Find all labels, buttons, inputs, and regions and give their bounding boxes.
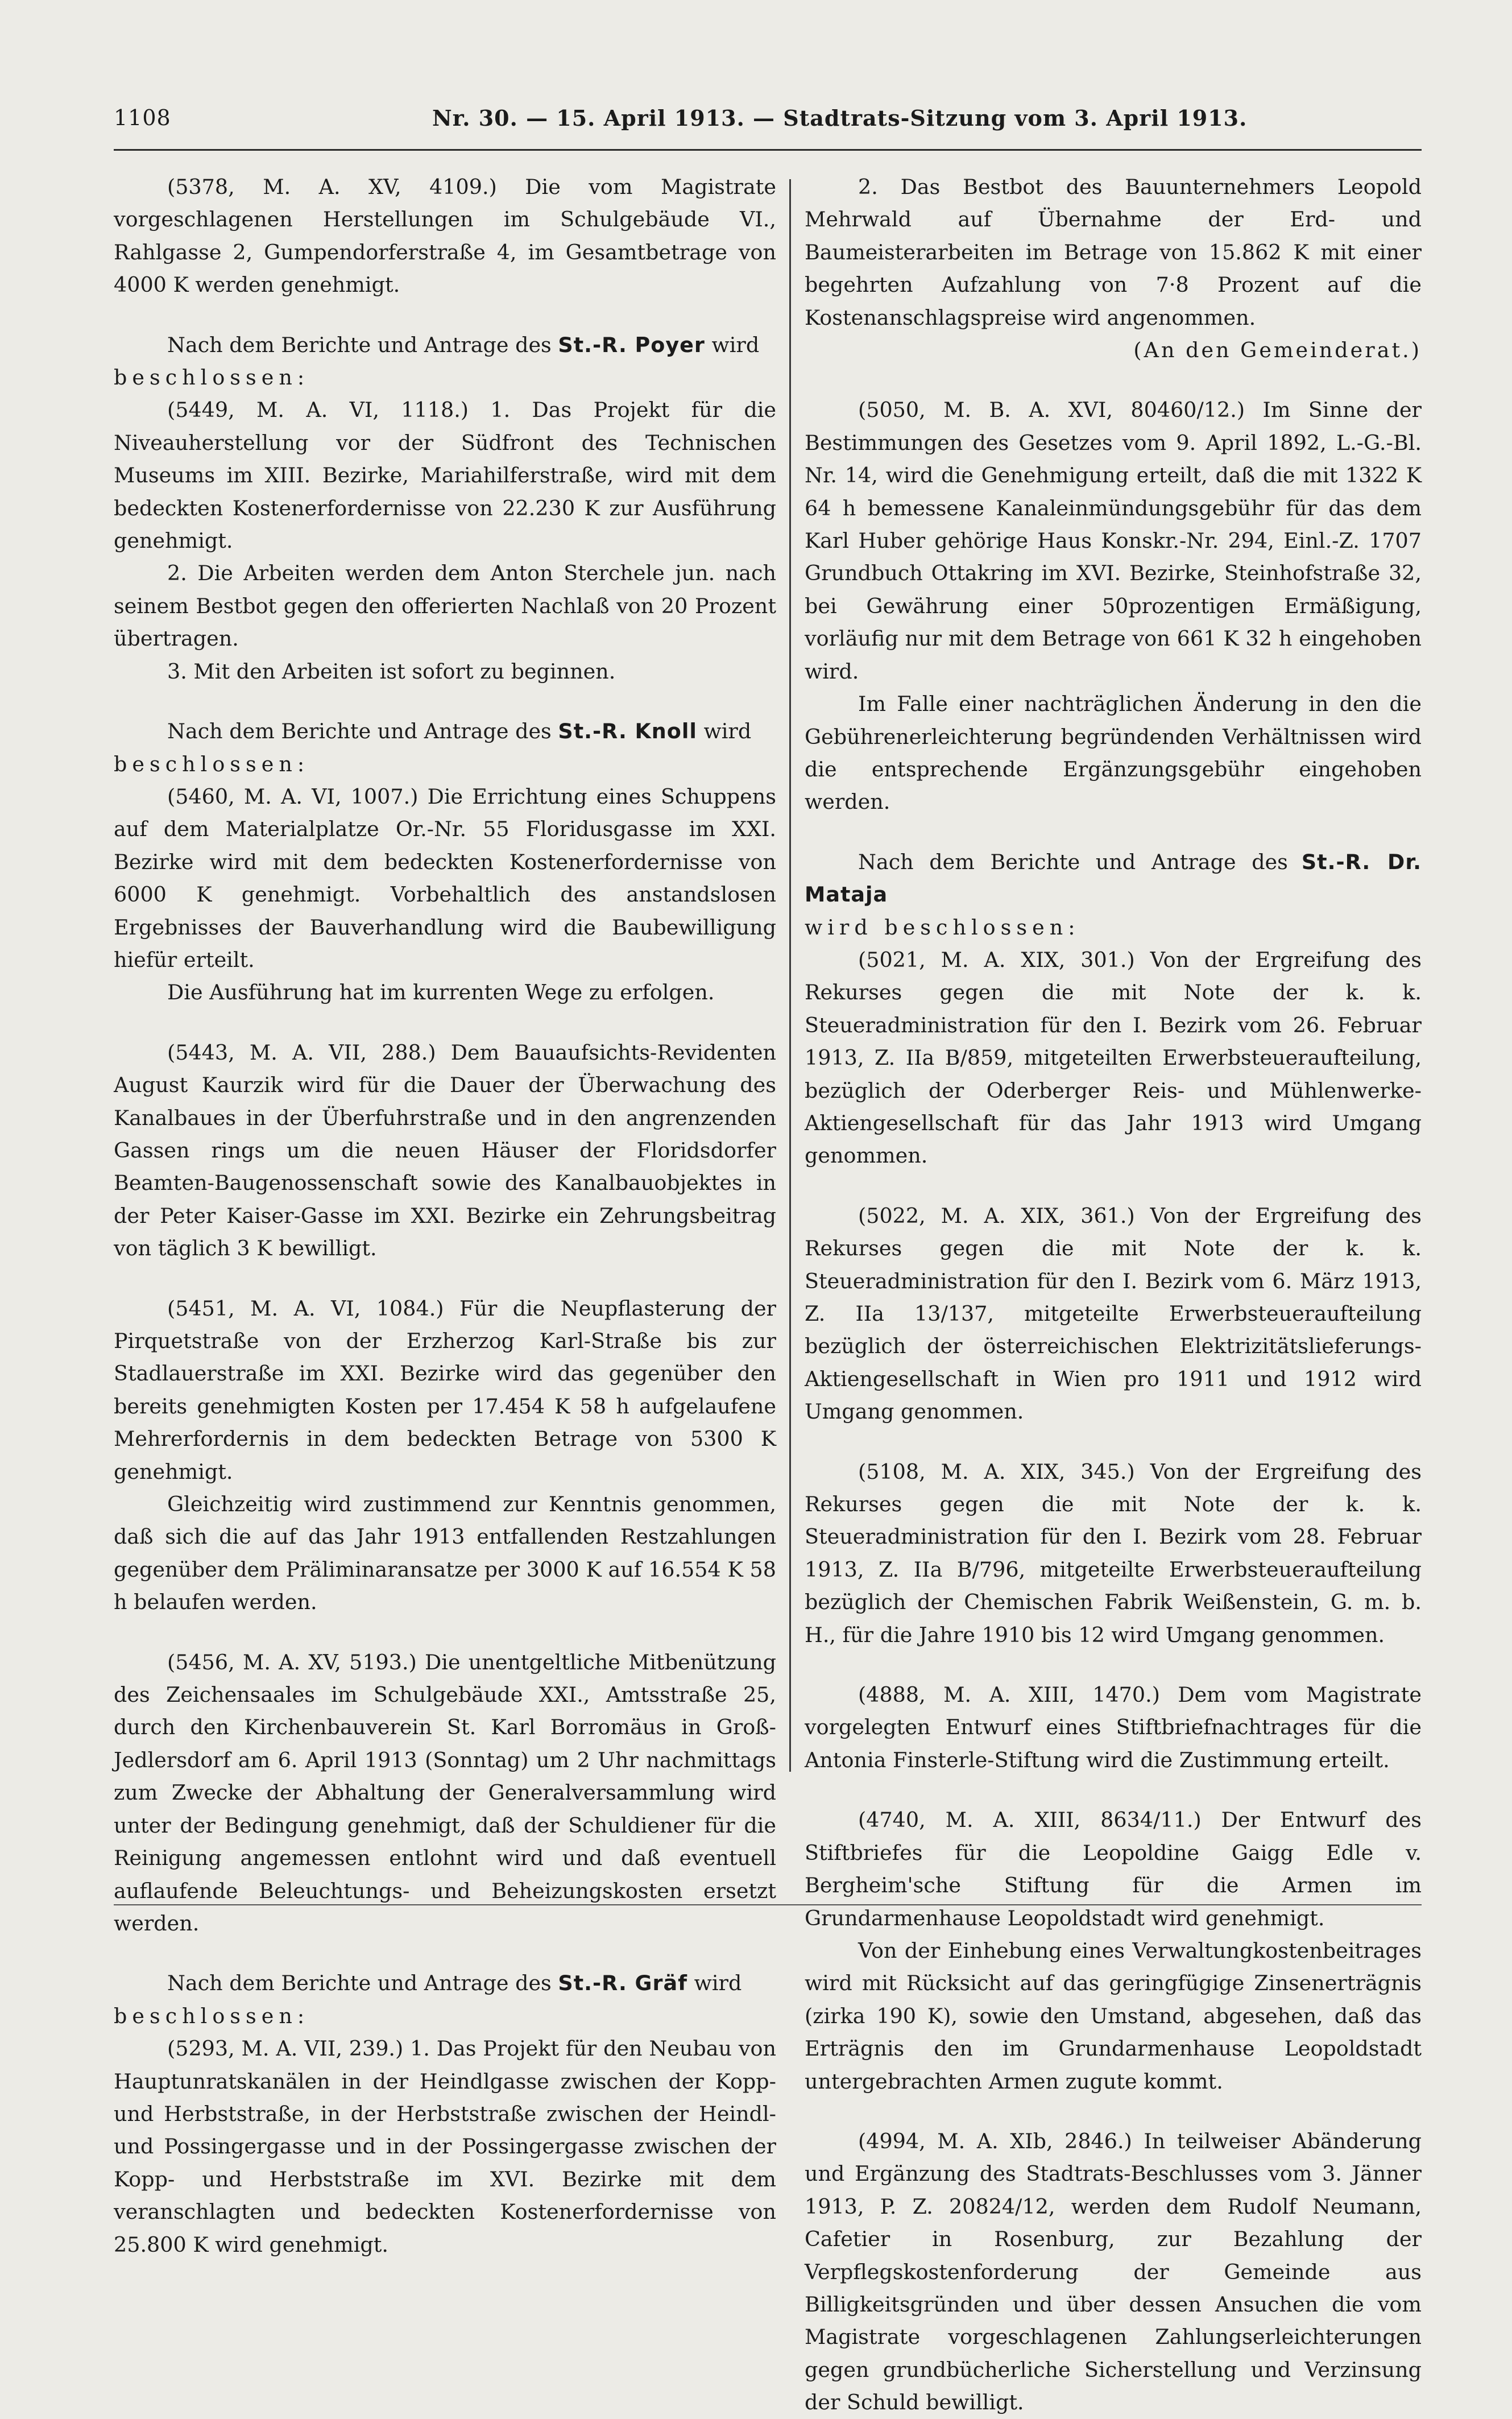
resolution-label: beschlossen: [114,2003,310,2028]
paragraph: (5378, M. A. XV, 4109.) Die vom Magistrate vorgeschlagenen Herstellungen im Schulgebäude VI., Rahlgasse 2, Gumpendorferstraße 4, im Gesamtbetrage von 4000 K werden genehmigt. [114,175,776,297]
motion-intro: Nach dem Berichte und Antrage des St.-R. Knoll wird [167,719,752,744]
referral-note: (An den Gemeinderat.) [1133,338,1422,363]
paragraph: Die Ausführung hat im kurrenten Wege zu erfolgen. [167,980,715,1005]
paragraph: (4994, M. A. XIb, 2846.) In teilweiser Abänderung und Ergänzung des Stadtrats-Beschlusses vom 3. Jänner 1913, P. Z. 20824/12, werden dem Rudolf Neumann, Cafetier in Rosenburg, zur Bezahlung der Verpflegskostenforderung der Gemeinde aus Billigkeitsgründen und über dessen Ansuchen die vom Magistrate vorgeschlagenen Zahlungserleichterungen gegen grundbücherliche Sicherstellung und Verzinsung der Schuld bewilligt. [805,2128,1422,2415]
councillor-name: St.-R. Gräf [558,1971,687,1996]
motion-intro: Nach dem Berichte und Antrage des St.-R. Gräf wird [167,1971,742,1996]
paragraph: (4888, M. A. XIII, 1470.) Dem vom Magistrate vorgelegten Entwurf eines Stiftbriefnachtrages für die Antonia Finsterle-Stiftung wird die Zustimmung erteilt. [805,1682,1422,1772]
paragraph: (5460, M. A. VI, 1007.) Die Errichtung eines Schuppens auf dem Materialplatze Or.-Nr. 55 Floridusgasse im XXI. Bezirke wird mit dem bedeckten Kostenerfordernisse von 6000 K genehmigt. Vorbehaltlich des anstandslosen Ergebnisses der Bauverhandlung wird die Baubewilligung hiefür erteilt. [114,784,776,972]
right-column [805,171,1422,2419]
councillor-name: St.-R. Knoll [558,719,697,744]
paragraph: (5108, M. A. XIX, 345.) Von der Ergreifung des Rekurses gegen die mit Note der k. k. Steueradministration für den I. Bezirk vom 28. Februar 1913, Z. IIa B/796, mitgeteilte Erwerbsteueraufteilung bezüglich der Chemischen Fabrik Weißenstein, G. m. b. H., für die Jahre 1910 bis 12 wird Umgang genommen. [805,1459,1422,1647]
page-header [114,105,1410,145]
paragraph: (5443, M. A. VII, 288.) Dem Bauaufsichts-Revidenten August Kaurzik wird für die Dauer der Überwachung des Kanalbaues in der Überfuhrstraße und in den angrenzenden Gassen rings um die neuen Häuser der Floridsdorfer Beamten-Baugenossenschaft sowie des Kanalbauobjektes in der Peter Kaiser-Gasse im XXI. Bezirke ein Zehrungsbeitrag von täglich 3 K bewilligt. [114,1040,776,1261]
running-title: Nr. 30. — 15. April 1913. — Stadtrats-Sitzung vom 3. April 1913. [432,105,1248,131]
paragraph: Von der Einhebung eines Verwaltungkostenbeitrages wird mit Rücksicht auf das geringfügige Zinsenerträgnis (zirka 190 K), sowie den Umstand, abgesehen, daß das Erträgnis den im Grundarmenhause Leopoldstadt untergebrachten Armen zugute kommt. [805,1938,1422,2094]
motion-intro: Nach dem Berichte und Antrage des St.-R. Dr. Mataja [805,849,1422,907]
column-divider [789,179,791,1772]
motion-intro: Nach dem Berichte und Antrage des St.-R. Poyer wird [167,332,760,357]
paragraph: (5456, M. A. XV, 5193.) Die unentgeltliche Mitbenützung des Zeichensaales im Schulgebäude XXI., Amtsstraße 25, durch den Kirchenbauverein St. Karl Borromäus in Groß-Jedlersdorf am 6. April 1913 (Sonntag) um 2 Uhr nachmittags zum Zwecke der Abhaltung der Generalversammlung wird unter der Bedingung genehmigt, daß der Schuldiener für die Reinigung angemessen entlohnt wird und daß eventuell auflaufende Beleuchtungs- und Beheizungskosten ersetzt werden. [114,1649,776,1936]
header-rule [114,149,1422,151]
paragraph: 3. Mit den Arbeiten ist sofort zu beginnen. [167,659,616,684]
paragraph: (4740, M. A. XIII, 8634/11.) Der Entwurf des Stiftbriefes für die Leopoldine Gaigg Edle v. Bergheim'sche Stiftung für die Armen im Grundarmenhause Leopoldstadt wird genehmigt. [805,1808,1422,1930]
footer-rule [114,1904,1422,1905]
paragraph: 2. Das Bestbot des Bauunternehmers Leopold Mehrwald auf Übernahme der Erd- und Baumeisterarbeiten im Betrage von 15.862 K mit einer begehrten Aufzahlung von 7·8 Prozent auf die Kostenanschlagspreise wird angenommen. [805,175,1422,330]
left-column [114,171,776,2261]
paragraph: 2. Die Arbeiten werden dem Anton Sterchele jun. nach seinem Bestbot gegen den offerierten Nachlaß von 20 Prozent übertragen. [114,561,776,651]
resolution-label: beschlossen: [114,751,310,776]
paragraph: (5050, M. B. A. XVI, 80460/12.) Im Sinne der Bestimmungen des Gesetzes vom 9. April 1892, L.-G.-Bl. Nr. 14, wird die Genehmigung erteilt, daß die mit 1322 K 64 h bemessene Kanaleinmündungsgebühr für das dem Karl Huber gehörige Haus Konskr.-Nr. 294, Einl.-Z. 1707 Grundbuch Ottakring im XVI. Bezirke, Steinhofstraße 32, bei Gewährung einer 50prozentigen Ermäßigung, vorläufig nur mit dem Betrage von 661 K 32 h eingehoben wird. [805,398,1422,684]
resolution-label: beschlossen: [114,365,310,390]
paragraph: (5293, M. A. VII, 239.) 1. Das Projekt für den Neubau von Hauptunratskanälen in der Heindlgasse zwischen der Kopp- und Herbststraße, in der Herbststraße zwischen der Heindl- und Possingergasse und in der Possingergasse zwischen der Kopp- und Herbststraße im XVI. Bezirke mit dem veranschlagten und bedeckten Kostenerfordernisse von 25.800 K wird genehmigt. [114,2036,776,2257]
paragraph: Gleichzeitig wird zustimmend zur Kenntnis genommen, daß sich die auf das Jahr 1913 entfallenden Restzahlungen gegenüber dem Präliminaransatze per 3000 K auf 16.554 K 58 h belaufen werden. [114,1492,776,1615]
councillor-name: St.-R. Dr. Mataja [805,849,1422,907]
page-number: 1108 [114,105,171,130]
paragraph: Im Falle einer nachträglichen Änderung in den die Gebührenerleichterung begründenden Verhältnissen wird die entsprechende Ergänzungsgebühr eingehoben werden. [805,692,1422,814]
paragraph: (5451, M. A. VI, 1084.) Für die Neupflasterung der Pirquetstraße von der Erzherzog Karl-Straße bis zur Stadlauerstraße im XXI. Bezirke wird das gegenüber den bereits genehmigten Kosten per 17.454 K 58 h aufgelaufene Mehrerfordernis in dem bedeckten Betrage von 5300 K genehmigt. [114,1296,776,1484]
paragraph: (5021, M. A. XIX, 301.) Von der Ergreifung des Rekurses gegen die mit Note der k. k. Steueradministration für den I. Bezirk vom 26. Februar 1913, Z. IIa B/859, mitgeteilten Erwerbsteueraufteilung, bezüglich der Oderberger Reis- und Mühlenwerke-Aktiengesellschaft für das Jahr 1913 wird Umgang genommen. [805,947,1422,1168]
paragraph: (5449, M. A. VI, 1118.) 1. Das Projekt für die Niveauherstellung vor der Südfront des Technischen Museums im XIII. Bezirke, Mariahilferstraße, wird mit dem bedeckten Kostenerfordernisse von 22.230 K zur Ausführung genehmigt. [114,398,776,553]
councillor-name: St.-R. Poyer [558,332,705,357]
resolution-label: wird beschlossen: [805,915,1080,940]
paragraph: (5022, M. A. XIX, 361.) Von der Ergreifung des Rekurses gegen die mit Note der k. k. Steueradministration für den I. Bezirk vom 6. März 1913, Z. IIa 13/137, mitgeteilte Erwerbsteueraufteilung bezüglich der österreichischen Elektrizitätslieferungs-Aktiengesellschaft in Wien pro 1911 und 1912 wird Umgang genommen. [805,1203,1422,1424]
